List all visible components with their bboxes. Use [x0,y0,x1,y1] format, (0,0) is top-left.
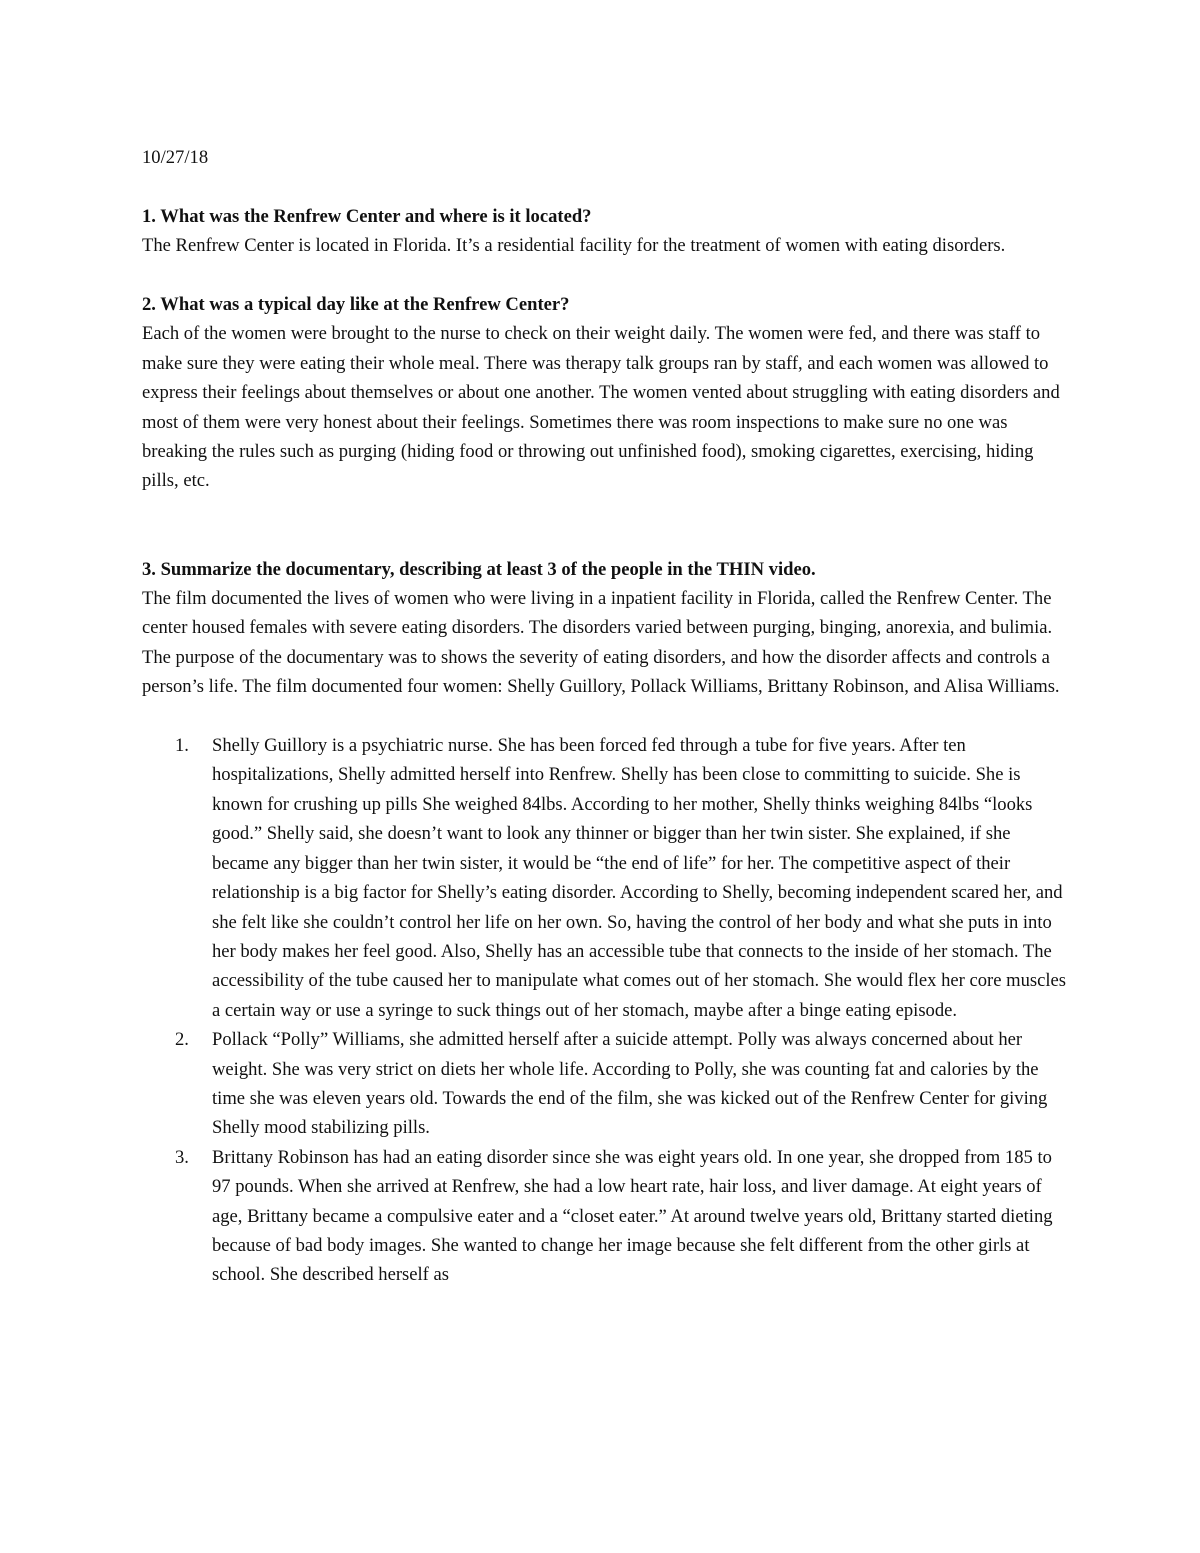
list-item-brittany [142,1143,1067,1290]
list-number: 3. [175,1146,189,1168]
question-3: 3. Summarize the documentary, describing at least 3 of the people in the THIN video. [142,558,816,580]
list-item-text: Shelly Guillory is a psychiatric nurse. She has been forced fed through a tube for five years. After ten hospitalizations, Shelly admitted herself into Renfrew. Shelly has been close to committing to suicide. She is known for crushing up pills She weighed 84lbs. According to her mother, Shelly thinks weighing 84lbs “looks good.” Shelly said, she doesn’t want to look any thinner or bigger than her twin sister. She explained, if she became any bigger than her twin sister, it would be “the end of life” for her. The competitive aspect of their relationship is a big factor for Shelly’s eating disorder. According to Shelly, becoming independent scared her, and she felt like she couldn’t control her life on her own. So, having the control of her body and what she puts in into her body makes her feel good. Also, Shelly has an accessible tube that connects to the inside of her stomach. The accessibility of the tube caused her to manipulate what comes out of her stomach. She would flex her core muscles a certain way or use a syringe to suck things out of her stomach, maybe after a binge eating episode. [212,735,1067,1021]
list-item-text: Pollack “Polly” Williams, she admitted herself after a suicide attempt. Polly was always concerned about her weight. She was very strict on diets her whole life. According to Polly, she was counting fat and calories by the time she was eleven years old. Towards the end of the film, she was kicked out of the Renfrew Center for giving Shelly mood stabilizing pills. [212,1029,1048,1139]
list-number: 2. [175,1029,189,1051]
question-2: 2. What was a typical day like at the Renfrew Center? [142,294,570,315]
question-1: 1. What was the Renfrew Center and where is it located? [142,205,592,227]
list-item-polly [142,1025,1067,1143]
spacer [142,496,1067,555]
list-number: 1. [175,735,189,757]
document-body [142,143,1067,1290]
people-list [142,731,1067,1290]
answer-3: The film documented the lives of women who were living in a inpatient facility in Florida, called the Renfrew Center. The center housed females with severe eating disorders. The disorders varied between purging, binging, anorexia, and bulimia. The purpose of the documentary was to shows the severity of eating disorders, and how the disorder affects and controls a person’s life. The film documented four women: Shelly Guillory, Pollack Williams, Brittany Robinson, and Alisa Williams. [142,588,1060,698]
document-date: 10/27/18 [142,147,209,168]
spacer [142,261,1067,290]
answer-1: The Renfrew Center is located in Florida. It’s a residential facility for the treatment of women with eating disorders. [142,235,1006,257]
answer-2: Each of the women were brought to the nurse to check on their weight daily. The women were fed, and there was staff to make sure they were eating their whole meal. There was therapy talk groups ran by staff, and each women was allowed to express their feelings about themselves or about one another. The women vented about struggling with eating disorders and most of them were very honest about their feelings. Sometimes there was room inspections to make sure no one was breaking the rules such as purging (hiding food or throwing out unfinished food), smoking cigarettes, exercising, hiding pills, etc. [142,323,1060,492]
list-item-text: Brittany Robinson has had an eating disorder since she was eight years old. In one year, she dropped from 185 to 97 pounds. When she arrived at Renfrew, she had a low heart rate, hair loss, and liver damage. At eight years of age, Brittany became a compulsive eater and a “closet eater.” At around twelve years old, Brittany started dieting because of bad body images. She wanted to change her image because she felt different from the other girls at school. She described herself as [212,1146,1053,1286]
list-item-shelly [142,731,1067,1025]
spacer [142,172,1067,201]
